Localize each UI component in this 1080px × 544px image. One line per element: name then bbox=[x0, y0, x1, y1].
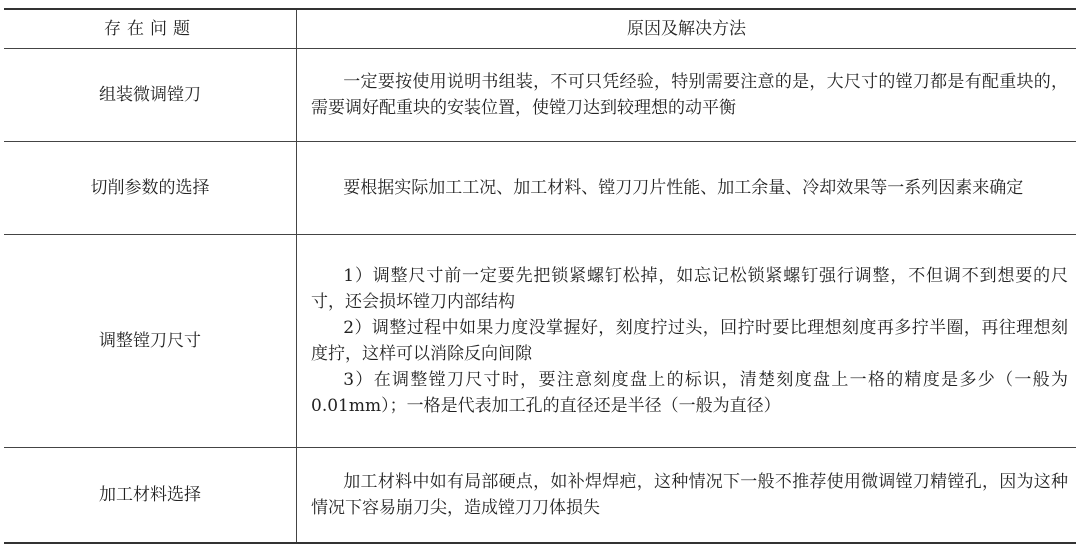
table-header-row bbox=[4, 9, 1076, 49]
solution-cell bbox=[297, 49, 1077, 142]
solution-paragraph: 加工材料中如有局部硬点，如补焊焊疤，这种情况下一般不推荐使用微调镗刀精镗孔，因为这种情况下容易崩刀尖，造成镗刀刀体损失 bbox=[311, 472, 1068, 518]
table-row bbox=[4, 448, 1076, 544]
solution-cell bbox=[297, 235, 1077, 448]
problem-cell: 调整镗刀尺寸 bbox=[4, 235, 297, 448]
solution-paragraph: 一定要按使用说明书组装，不可只凭经验，特别需要注意的是，大尺寸的镗刀都是有配重块的，需要调好配重块的安装位置，使镗刀达到较理想的动平衡 bbox=[311, 72, 1068, 118]
problem-cell: 加工材料选择 bbox=[4, 448, 297, 544]
table-row bbox=[4, 142, 1076, 235]
table-row bbox=[4, 235, 1076, 448]
header-solution: 原因及解决方法 bbox=[297, 9, 1077, 49]
problem-cell: 组装微调镗刀 bbox=[4, 49, 297, 142]
solution-paragraph: 1）调整尺寸前一定要先把锁紧螺钉松掉，如忘记松锁紧螺钉强行调整，不但调不到想要的尺寸，还会损坏镗刀内部结构 bbox=[311, 266, 1068, 312]
solution-cell bbox=[297, 448, 1077, 544]
table-row bbox=[4, 49, 1076, 142]
solution-paragraph: 2）调整过程中如果力度没掌握好，刻度拧过头，回拧时要比理想刻度再多拧半圈，再往理想刻度拧，这样可以消除反向间隙 bbox=[311, 318, 1068, 364]
solution-cell bbox=[297, 142, 1077, 235]
solution-paragraph: 3）在调整镗刀尺寸时，要注意刻度盘上的标识，清楚刻度盘上一格的精度是多少（一般为0.01mm）；一格是代表加工孔的直径还是半径（一般为直径） bbox=[311, 370, 1068, 416]
problem-solution-table bbox=[4, 8, 1076, 544]
header-problem: 存在问题 bbox=[4, 9, 297, 49]
problem-cell: 切削参数的选择 bbox=[4, 142, 297, 235]
solution-paragraph: 要根据实际加工工况、加工材料、镗刀刀片性能、加工余量、冷却效果等一系列因素来确定 bbox=[343, 178, 1024, 198]
